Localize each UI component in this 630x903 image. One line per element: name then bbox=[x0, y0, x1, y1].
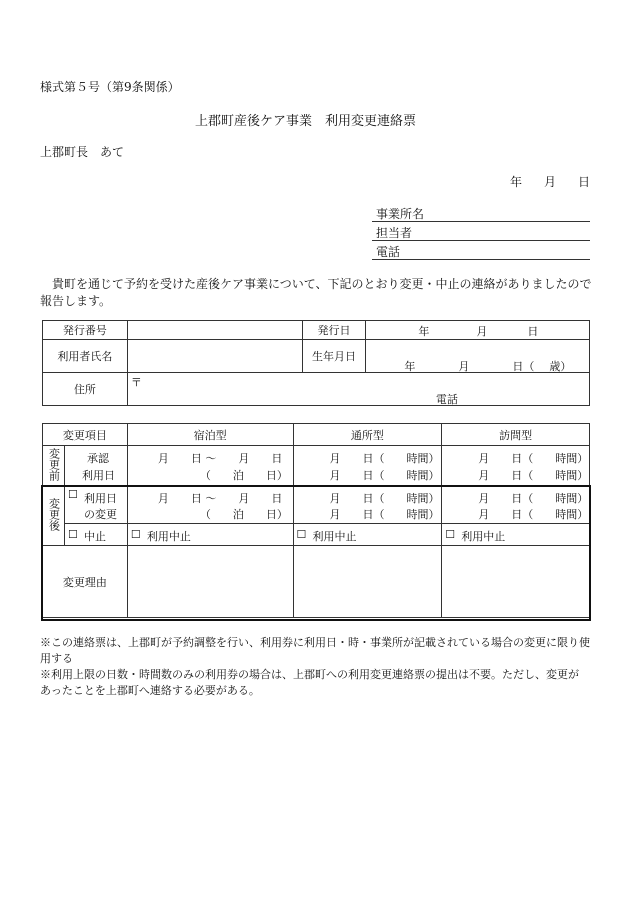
visit-type-header: 訪問型 bbox=[442, 424, 590, 446]
change-item-header: 変更項目 bbox=[43, 424, 128, 446]
usage-change-label-1: 利用日 bbox=[83, 492, 117, 505]
visit-reason-cell[interactable] bbox=[442, 546, 590, 618]
visit-cancel-label: 利用中止 bbox=[461, 530, 506, 543]
approved-label: 承認 bbox=[86, 452, 109, 465]
after-day-line-1: 月 日（ 時間） bbox=[329, 492, 440, 505]
before-visit-line-1: 月 日（ 時間） bbox=[478, 452, 589, 465]
approved-date-label-cell bbox=[64, 446, 127, 486]
usage-change-label-cell[interactable] bbox=[64, 486, 127, 524]
before-visit-line-2: 月 日（ 時間） bbox=[478, 469, 589, 482]
stay-reason-cell[interactable] bbox=[127, 546, 293, 618]
intro-line-1: 貴町を通じて予約を受けた産後ケア事業について、下記のとおり変更・中止の連絡がありましたので bbox=[52, 277, 592, 291]
after-stay-dates: 月 日 〜 月 日 bbox=[157, 492, 283, 505]
phone-line bbox=[372, 259, 590, 260]
day-type-header: 通所型 bbox=[293, 424, 442, 446]
office-name-line bbox=[372, 221, 590, 222]
addressee: 上郡町長 あて bbox=[40, 145, 125, 159]
after-day-line-2: 月 日（ 時間） bbox=[329, 508, 440, 521]
before-label: 変更前 bbox=[47, 447, 61, 481]
issue-no-label: 発行番号 bbox=[43, 321, 128, 340]
before-day-cell[interactable] bbox=[293, 446, 442, 486]
intro-line-2: 報告します。 bbox=[40, 294, 112, 308]
person-line bbox=[372, 240, 590, 241]
day-reason-cell[interactable] bbox=[293, 546, 442, 618]
stay-cancel-cell[interactable] bbox=[127, 524, 293, 546]
after-label-cell bbox=[43, 486, 65, 546]
note-1-line-2: 用する bbox=[40, 652, 73, 665]
issue-year: 年 bbox=[418, 325, 430, 338]
after-stay-nights: （ 泊 日） bbox=[199, 508, 288, 521]
after-day-cell[interactable] bbox=[293, 486, 442, 524]
birthdate-value[interactable] bbox=[366, 340, 590, 373]
person-label: 担当者 bbox=[376, 226, 413, 240]
address-label: 住所 bbox=[43, 373, 128, 406]
issue-no-value[interactable] bbox=[127, 321, 302, 340]
stay-type-header: 宿泊型 bbox=[127, 424, 293, 446]
address-value[interactable] bbox=[127, 373, 589, 406]
usage-date-label: 利用日 bbox=[81, 469, 115, 482]
birth-year: 年 bbox=[404, 360, 416, 373]
after-stay-cell[interactable] bbox=[127, 486, 293, 524]
birth-age: 歳） bbox=[549, 360, 572, 373]
stay-cancel-label: 利用中止 bbox=[146, 530, 191, 543]
birth-day: 日（ bbox=[512, 360, 535, 373]
cancel-label: 中止 bbox=[83, 530, 106, 543]
after-visit-line-2: 月 日（ 時間） bbox=[478, 508, 589, 521]
cancel-label-cell[interactable] bbox=[64, 524, 127, 546]
user-info-table bbox=[42, 320, 590, 406]
before-visit-cell[interactable] bbox=[442, 446, 590, 486]
date-month-label: 月 bbox=[544, 175, 557, 189]
office-name-label: 事業所名 bbox=[376, 207, 425, 221]
user-name-value[interactable] bbox=[127, 340, 302, 373]
date-year-label: 年 bbox=[510, 175, 523, 189]
day-cancel-checkbox[interactable]: ☐ bbox=[296, 528, 307, 541]
note-1-line-1: ※この連絡票は、上郡町が予約調整を行い、利用券に利用日・時・事業所が記載されている場合の変更に限り使 bbox=[40, 636, 590, 649]
form-number: 様式第５号（第9条関係） bbox=[40, 80, 180, 94]
note-2-line-2: あったことを上郡町へ連絡する必要がある。 bbox=[40, 684, 260, 697]
note-2-line-1: ※利用上限の日数・時間数のみの利用券の場合は、上郡町への利用変更連絡票の提出は不要。ただし、変更が bbox=[40, 668, 579, 681]
user-name-label: 利用者氏名 bbox=[43, 340, 128, 373]
usage-change-label-2: の変更 bbox=[83, 508, 117, 521]
usage-change-checkbox[interactable]: ☐ bbox=[67, 488, 78, 501]
after-visit-cell[interactable] bbox=[442, 486, 590, 524]
address-phone-label: 電話 bbox=[435, 393, 458, 406]
before-label-cell bbox=[43, 446, 65, 486]
before-stay-cell[interactable] bbox=[127, 446, 293, 486]
visit-cancel-checkbox[interactable]: ☐ bbox=[445, 528, 456, 541]
visit-cancel-cell[interactable] bbox=[442, 524, 590, 546]
before-day-line-1: 月 日（ 時間） bbox=[329, 452, 440, 465]
page-title: 上郡町産後ケア事業 利用変更連絡票 bbox=[195, 114, 417, 129]
issue-date-value[interactable] bbox=[366, 321, 590, 340]
stay-cancel-checkbox[interactable]: ☐ bbox=[130, 528, 141, 541]
day-cancel-cell[interactable] bbox=[293, 524, 442, 546]
postal-mark: 〒 bbox=[130, 376, 142, 389]
birthdate-label: 生年月日 bbox=[302, 340, 366, 373]
after-visit-line-1: 月 日（ 時間） bbox=[478, 492, 589, 505]
before-day-line-2: 月 日（ 時間） bbox=[329, 469, 440, 482]
date-day-label: 日 bbox=[578, 175, 591, 189]
issue-date-label: 発行日 bbox=[302, 321, 366, 340]
change-table bbox=[42, 423, 590, 618]
reason-label: 変更理由 bbox=[43, 546, 128, 618]
cancel-checkbox[interactable]: ☐ bbox=[67, 528, 78, 541]
birth-month: 月 bbox=[458, 360, 470, 373]
phone-label: 電話 bbox=[376, 245, 401, 259]
before-stay-nights: （ 泊 日） bbox=[199, 469, 288, 482]
after-label: 変更後 bbox=[47, 497, 61, 531]
day-cancel-label: 利用中止 bbox=[312, 530, 357, 543]
issue-month: 月 bbox=[476, 325, 488, 338]
issue-day: 日 bbox=[527, 325, 539, 338]
before-stay-dates: 月 日 〜 月 日 bbox=[157, 452, 283, 465]
